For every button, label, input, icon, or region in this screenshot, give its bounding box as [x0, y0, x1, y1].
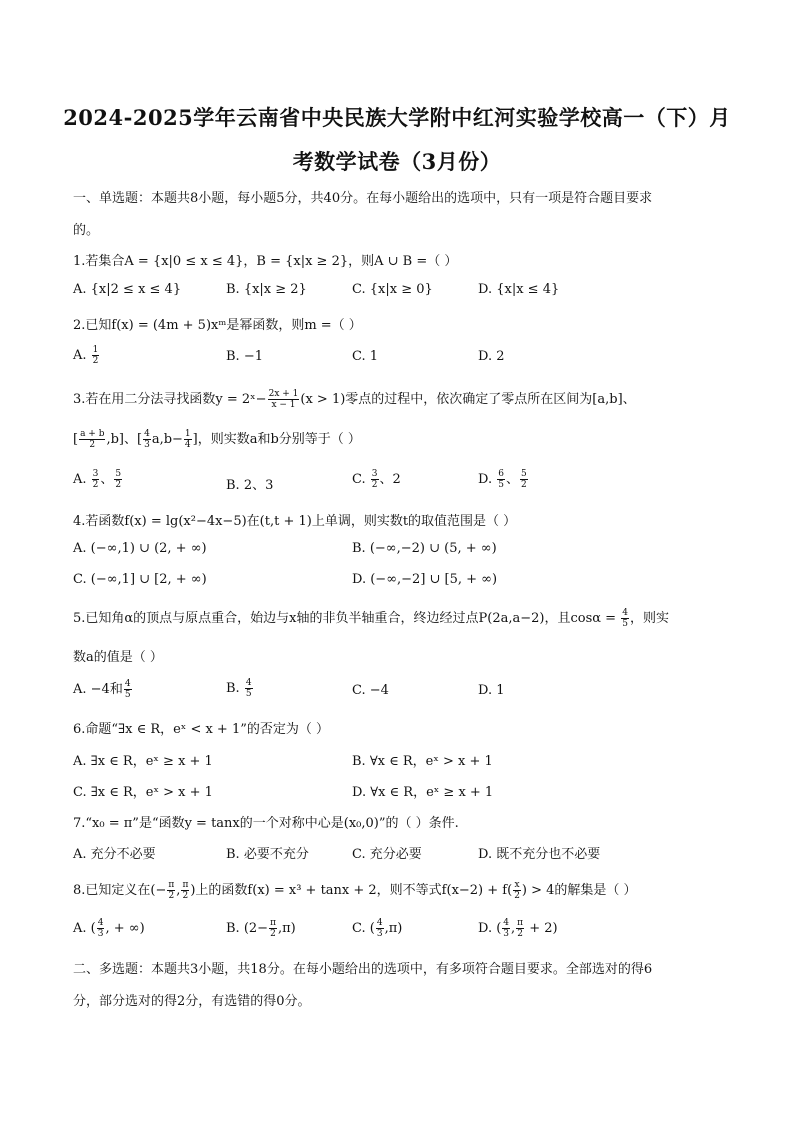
- question-1-option-b: B. {x|x ≥ 2}: [226, 282, 307, 297]
- fraction: $\frac{a + b}{2}$: [80, 429, 105, 450]
- question-4-option-a: A. (−∞,1) ∪ (2, + ∞): [73, 541, 207, 556]
- fraction: $\frac{1}{2}$: [92, 345, 99, 366]
- question-4-option-d: D. (−∞,−2] ∪ [5, + ∞): [352, 572, 498, 587]
- page-title-line2: 考数学试卷（3月份）: [292, 149, 502, 174]
- page-title-line1: 2024-2025学年云南省中央民族大学附中红河实验学校高一（下）月: [63, 105, 731, 130]
- option-label: A.: [73, 348, 91, 363]
- question-2-option-a: [73, 345, 100, 366]
- question-6-stem: 6.命题“∃x ∈ R，eˣ < x + 1”的否定为（ ）: [73, 722, 330, 737]
- question-1-option-d: D. {x|x ≤ 4}: [478, 282, 560, 297]
- question-1-option-c: C. {x|x ≥ 0}: [352, 282, 433, 297]
- section2-heading-line1: 二、多选题：本题共3小题，共18分。在每小题给出的选项中，有多项符合题目要求。全部选对的得6: [73, 962, 653, 977]
- fraction: $\frac{4}{3}$: [144, 429, 150, 450]
- question-7-stem: 7.“x₀ = π”是“函数y = tanx的一个对称中心是(x₀,0)”的（ ）条件.: [73, 816, 459, 831]
- question-6-option-c: C. ∃x ∈ R，eˣ > x + 1: [73, 785, 213, 800]
- question-2-option-c: C. 1: [352, 349, 379, 364]
- question-2-option-d: D. 2: [478, 349, 505, 364]
- question-4-option-b: B. (−∞,−2) ∪ (5, + ∞): [352, 541, 497, 556]
- question-6-option-a: A. ∃x ∈ R，eˣ ≥ x + 1: [73, 754, 213, 769]
- question-1-option-a: A. {x|2 ≤ x ≤ 4}: [73, 282, 182, 297]
- question-7-option-c: C. 充分必要: [352, 847, 422, 862]
- section2-heading-line2: 分，部分选对的得2分，有选错的得0分。: [73, 994, 311, 1009]
- question-5-option-a: A. −4和 $\frac{4}{5}$: [73, 679, 131, 700]
- question-1-stem: 1.若集合A = {x|0 ≤ x ≤ 4}，B = {x|x ≥ 2}，则A ∪ B =（ ）: [73, 254, 458, 269]
- question-4-stem: 4.若函数f(x) = lg(x²−4x−5)在(t,t + 1)上单调，则实数t的取值范围是（ ）: [73, 514, 517, 529]
- section1-heading-line1: 一、单选题：本题共8小题，每小题5分，共40分。在每小题给出的选项中，只有一项是符合题目要求: [73, 191, 653, 206]
- question-6-option-d: D. ∀x ∈ R，eˣ ≥ x + 1: [352, 785, 494, 800]
- question-4-option-c: C. (−∞,1] ∪ [2, + ∞): [73, 572, 207, 587]
- fraction: $\frac{4}{5}$: [622, 608, 628, 629]
- question-5-stem-line1: 5.已知角α的顶点与原点重合，始边与x轴的非负半轴重合，终边经过点P(2a,a−2)，且cosα = $\frac{4}{5}$ ，则实: [73, 608, 669, 629]
- fraction: $\frac{1}{4}$: [184, 429, 191, 450]
- question-3-option-d: D. $\frac{6}{5}$ 、 $\frac{5}{2}$: [478, 469, 527, 490]
- question-5-option-b: B. $\frac{4}{5}$: [226, 678, 252, 699]
- question-7-option-b: B. 必要不充分: [226, 847, 309, 862]
- question-8-option-d: D. ( $\frac{4}{3}$ , $\frac{\pi}{2}$ + 2): [478, 918, 558, 939]
- question-7-option-d: D. 既不充分也不必要: [478, 847, 601, 862]
- question-8-option-b: B. (2− $\frac{\pi}{2}$ ,π): [226, 918, 296, 939]
- question-8-stem: 8.已知定义在(− $\frac{\pi}{2}$ , $\frac{\pi}{2}$ )上的函数f(x) = x³ + tanx + 2，则不等式f(x−2) + f( $\frac{x}{2}$ ) > 4的解集是（ ）: [73, 880, 637, 901]
- question-5-option-c: C. −4: [352, 683, 389, 698]
- question-3-option-b: B. 2、3: [226, 478, 274, 493]
- question-5-stem-line2: 数a的值是（ ）: [73, 650, 163, 665]
- question-8-option-c: C. ( $\frac{4}{3}$ ,π): [352, 918, 403, 939]
- question-3-option-c: C. $\frac{3}{2}$ 、2: [352, 469, 401, 490]
- fraction: $\frac{2x + 1}{x - 1}$: [268, 389, 299, 410]
- question-3-option-a: A. $\frac{3}{2}$ 、 $\frac{5}{2}$: [73, 469, 122, 490]
- question-3-stem-line2: [ $\frac{a + b}{2}$ ,b]、[ $\frac{4}{3}$ a,b− $\frac{1}{4}$ ]，则实数a和b分别等于（ ）: [73, 429, 361, 450]
- section1-heading-line2: 的。: [73, 223, 100, 238]
- question-8-option-a: A. ( $\frac{4}{3}$ , + ∞): [73, 918, 145, 939]
- question-7-option-a: A. 充分不必要: [73, 847, 156, 862]
- question-3-stem-line1: 3.若在用二分法寻找函数y = 2ˣ− $\frac{2x + 1}{x - 1}$ (x > 1)零点的过程中，依次确定了零点所在区间为[a,b]、: [73, 389, 636, 410]
- question-5-option-d: D. 1: [478, 683, 505, 698]
- question-6-option-b: B. ∀x ∈ R，eˣ > x + 1: [352, 754, 493, 769]
- question-2-option-b: B. −1: [226, 349, 263, 364]
- question-2-stem: 2.已知f(x) = (4m + 5)xᵐ是幂函数，则m =（ ）: [73, 318, 362, 333]
